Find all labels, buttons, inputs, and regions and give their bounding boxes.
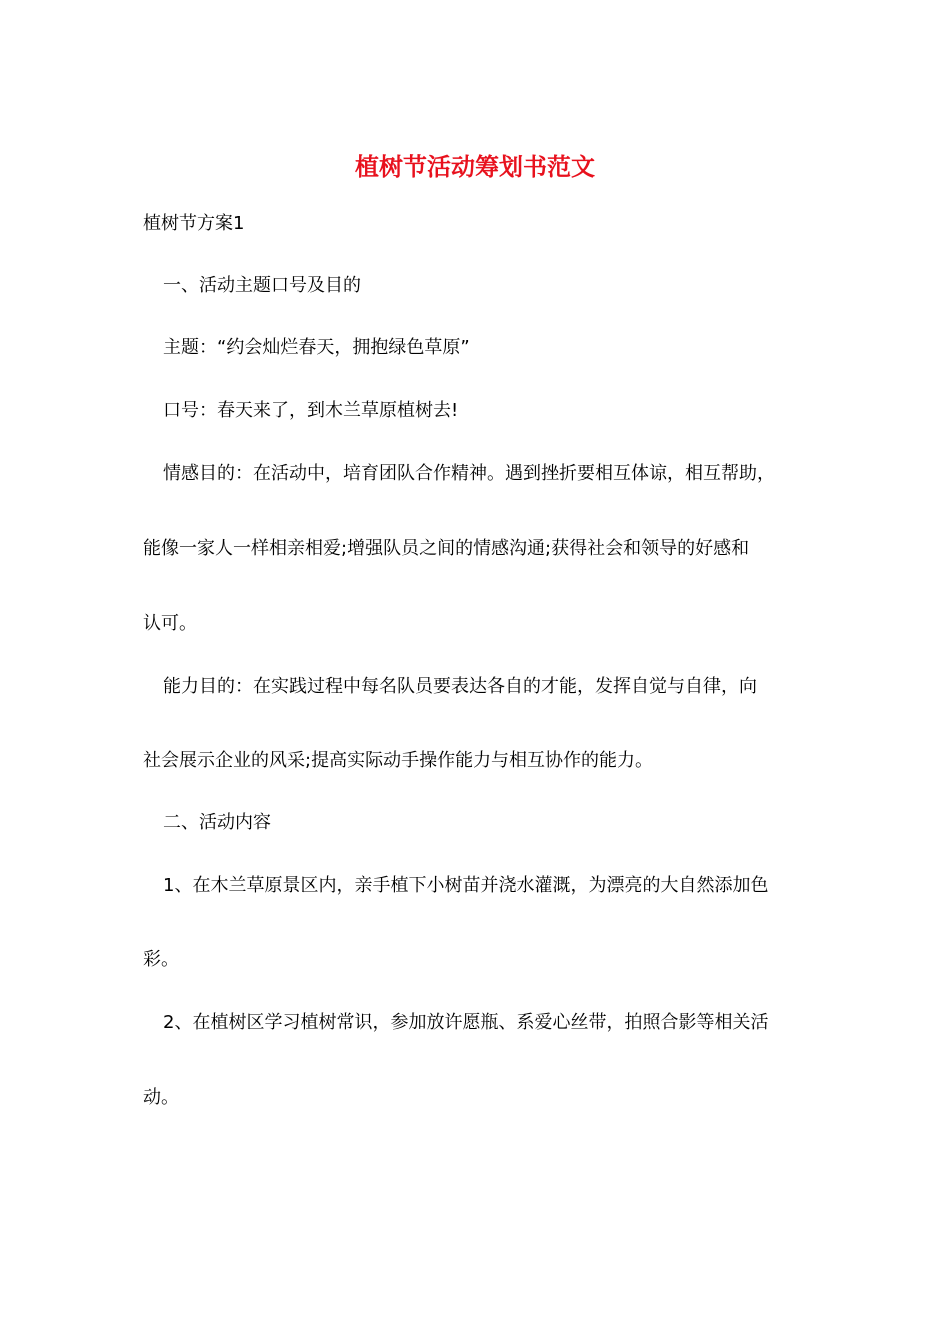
section-heading-1: 一、活动主题口号及目的 xyxy=(163,275,361,296)
list-item-line: 1、在木兰草原景区内，亲手植下小树苗并浇水灌溉，为漂亮的大自然添加色 xyxy=(163,875,769,896)
document-title: 植树节活动筹划书范文 xyxy=(355,152,595,181)
theme-line: 主题：“约会灿烂春天，拥抱绿色草原” xyxy=(163,337,470,358)
slogan-line: 口号：春天来了，到木兰草原植树去! xyxy=(163,400,459,421)
paragraph-line: 能力目的：在实践过程中每名队员要表达各自的才能，发挥自觉与自律，向 xyxy=(163,676,757,697)
paragraph-line: 认可。 xyxy=(143,613,197,634)
list-item-line: 2、在植树区学习植树常识，参加放许愿瓶、系爱心丝带，拍照合影等相关活 xyxy=(163,1012,769,1033)
plan-heading: 植树节方案1 xyxy=(143,213,245,234)
list-item-line: 彩。 xyxy=(143,949,179,970)
list-item-line: 动。 xyxy=(143,1087,179,1108)
paragraph-line: 社会展示企业的风采;提高实际动手操作能力与相互协作的能力。 xyxy=(143,750,654,771)
paragraph-line: 情感目的：在活动中，培育团队合作精神。遇到挫折要相互体谅，相互帮助， xyxy=(163,463,775,484)
paragraph-line: 能像一家人一样相亲相爱;增强队员之间的情感沟通;获得社会和领导的好感和 xyxy=(143,538,750,559)
section-heading-2: 二、活动内容 xyxy=(163,812,271,833)
